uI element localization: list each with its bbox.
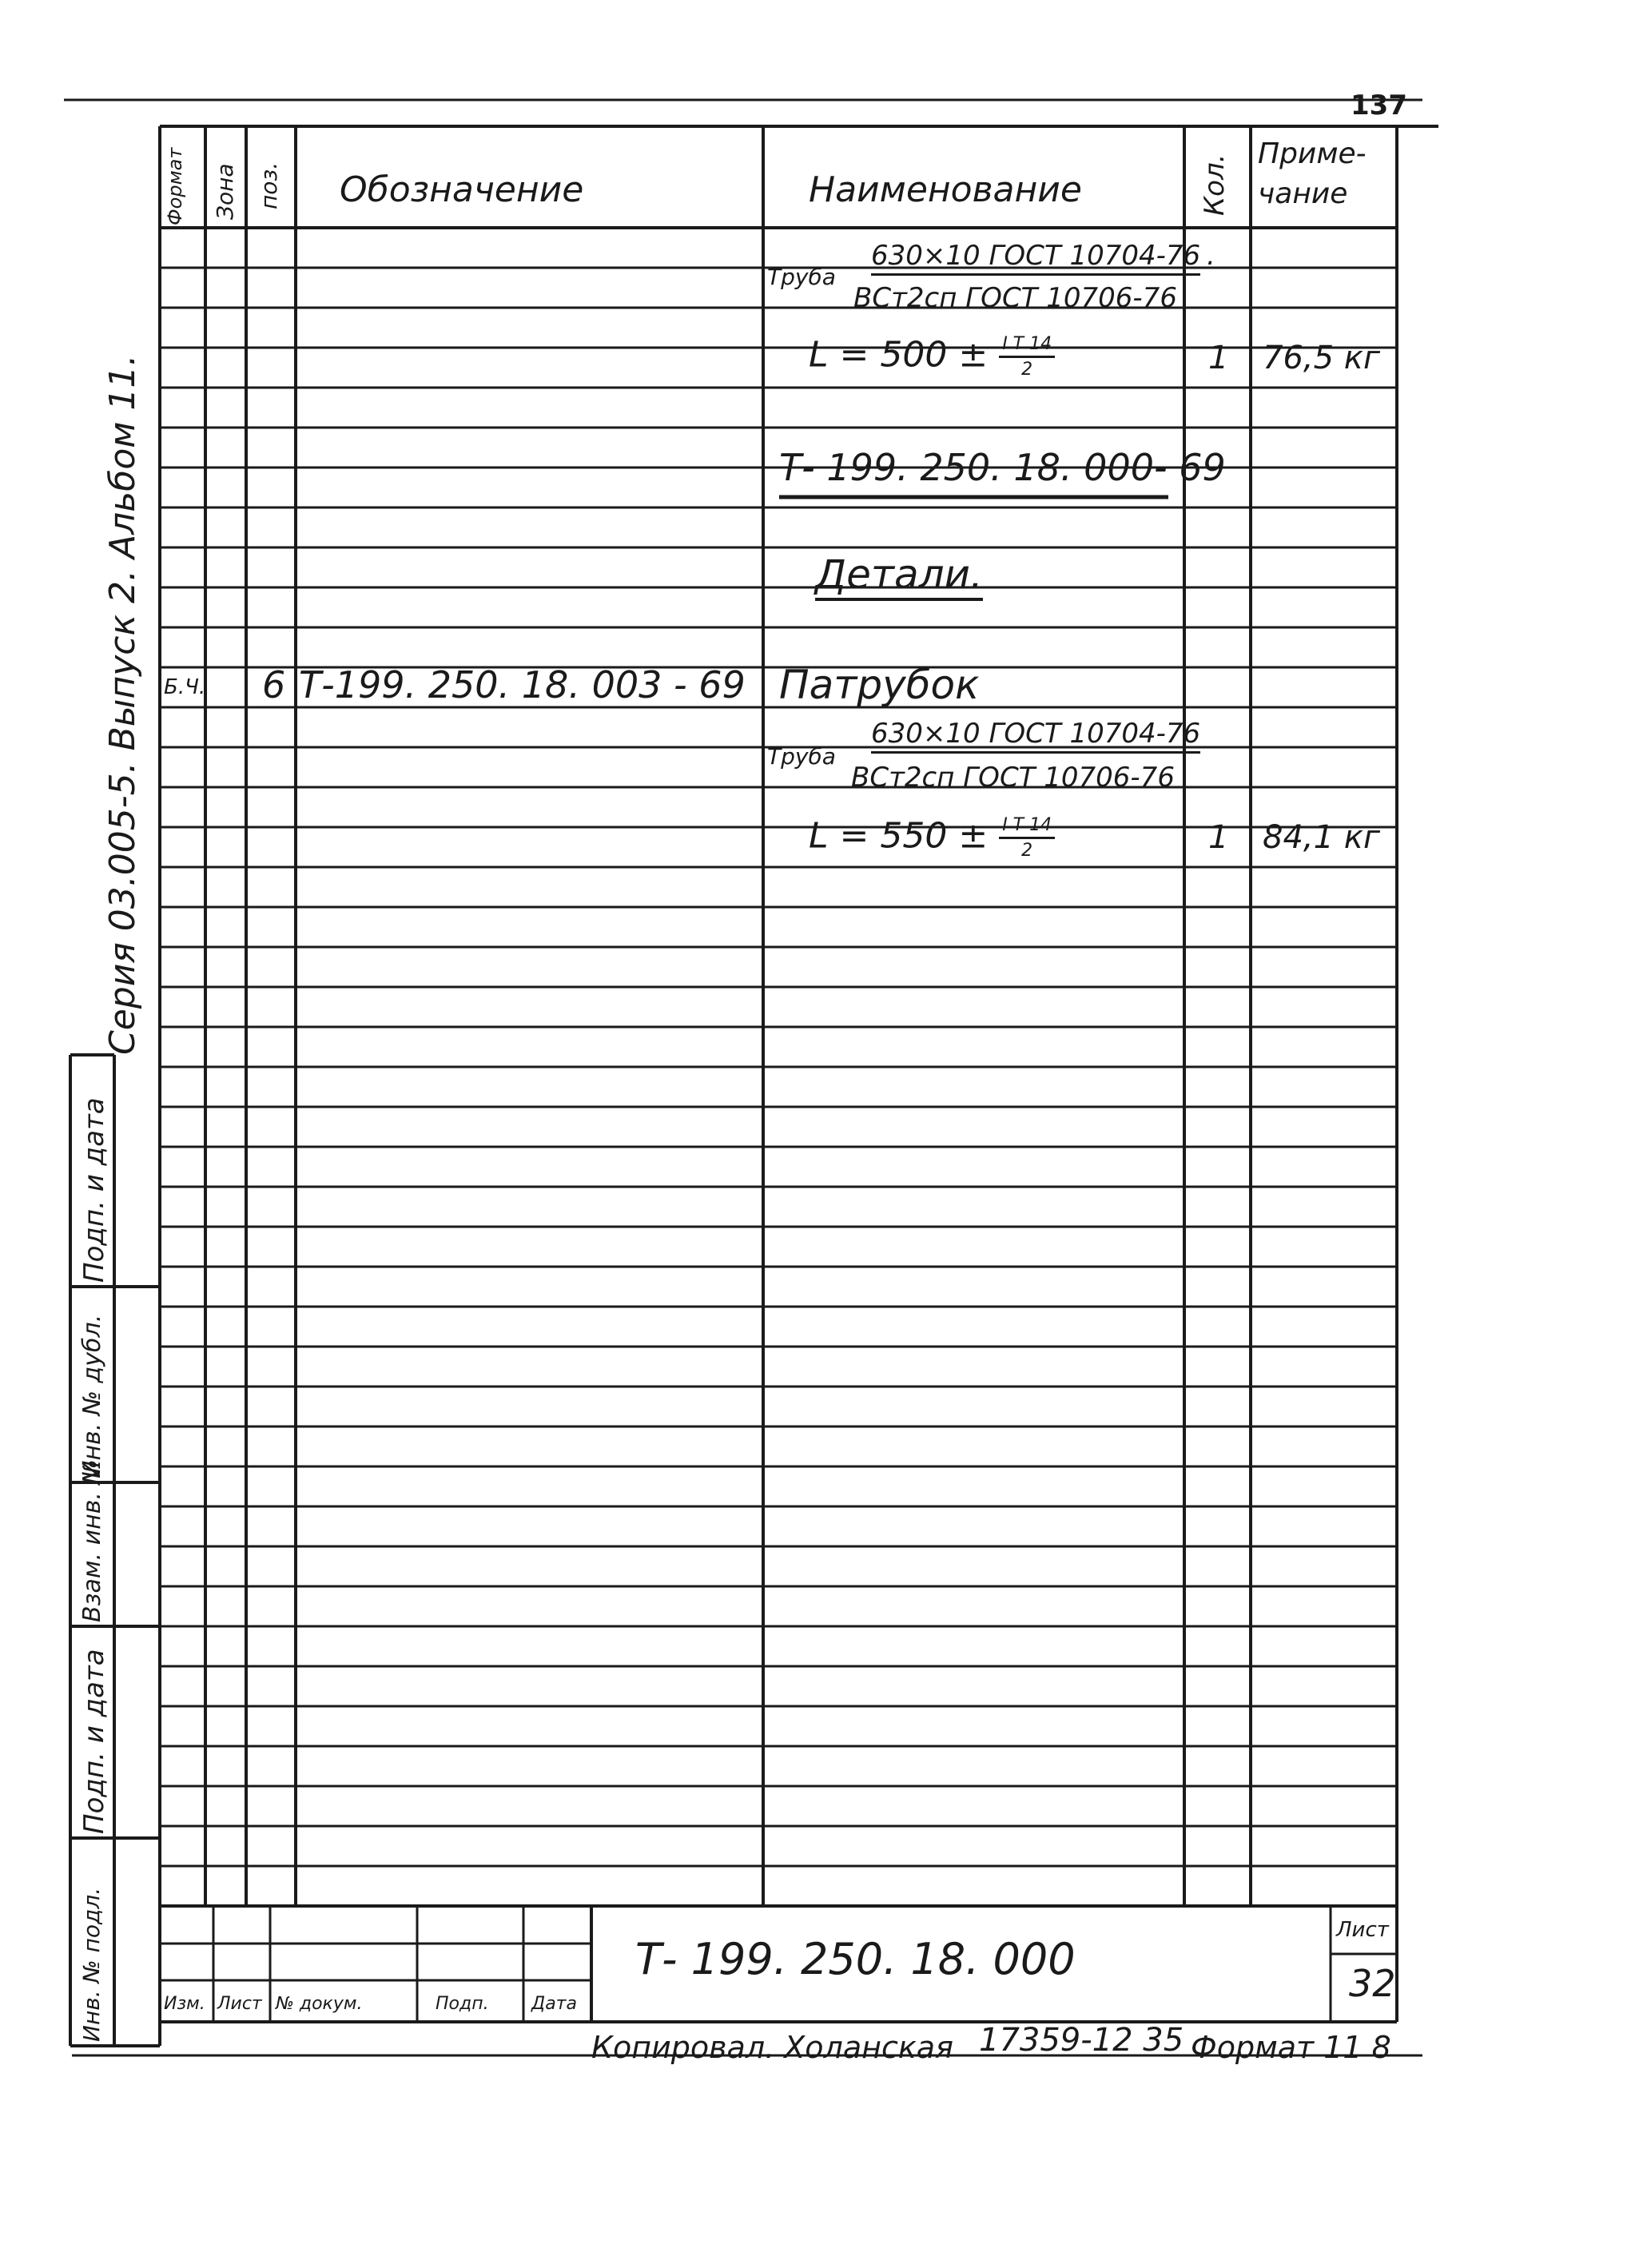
pipe1-note: 76,5 кг [1263, 340, 1380, 376]
footer-order-number: 17359-12 35 [979, 2022, 1184, 2059]
pipe2-note: 84,1 кг [1263, 819, 1380, 856]
pipe1-length-den: 2 [1021, 360, 1033, 380]
detail-name: Патрубок [779, 662, 980, 708]
pipe2-length-den: 2 [1021, 841, 1033, 861]
pipe2-qty: 1 [1208, 819, 1229, 856]
pipe2-length [809, 815, 1055, 861]
pipe1-denominator: ВСт2сп ГОСТ 10706-76 [853, 282, 1177, 314]
row-lines [160, 268, 1397, 1866]
pipe2-length-num: I T 14 [999, 815, 1055, 839]
detail-format: Б.Ч. [164, 675, 206, 699]
stamp-replace-inv: Взам. инв. № [78, 1459, 106, 1622]
stamp-sign-date-1: Подп. и дата [78, 1097, 110, 1283]
tb-sign-label: Подп. [436, 1994, 489, 2014]
footer-format: Формат 11 8 [1191, 2030, 1391, 2065]
pipe1-length-fraction [999, 334, 1055, 380]
tb-izm-label: Изм. [164, 1994, 205, 2014]
assembly-reference: Т- 199. 250. 18. 000- 69 [779, 446, 1226, 489]
stamp-inv-dup: Инв. № дубл. [78, 1314, 106, 1478]
header-qty: Кол. [1199, 153, 1231, 216]
tb-doc-label: № докум. [276, 1994, 363, 2014]
pipe2-length-prefix: L = 550 ± [809, 815, 989, 857]
pipe1-length-num: I T 14 [999, 334, 1055, 358]
footer-copied-by: Копировал. Холанская [591, 2030, 953, 2065]
page-number: 137 [1351, 90, 1407, 121]
pipe1-length-prefix: L = 500 ± [809, 334, 989, 376]
pipe1-label: Труба [767, 264, 836, 290]
section-title: Детали. [815, 551, 983, 601]
detail-pos: 6 [262, 663, 286, 706]
header-name: Наименование [809, 169, 1082, 210]
header-pos: поз. [256, 161, 282, 209]
pipe2-length-fraction [999, 815, 1055, 861]
frame-lines [64, 100, 1438, 2055]
stamp-sign-date-2: Подп. и дата [78, 1649, 110, 1834]
tb-designation: Т- 199. 250. 18. 000 [635, 1934, 1076, 1984]
header-format: Формат [164, 147, 186, 225]
pipe1-numerator: 630×10 ГОСТ 10704-76 [871, 240, 1200, 276]
header-note: Приме- чание [1258, 137, 1367, 210]
pipe1-qty: 1 [1208, 340, 1229, 376]
pipe1-qty-mark: . [1207, 240, 1215, 272]
tb-sheet-label: Лист [1336, 1918, 1389, 1942]
pipe2-denominator: ВСт2сп ГОСТ 10706-76 [851, 762, 1175, 794]
side-series-title: Серия 03.005-5. Выпуск 2. Альбом 11. [102, 354, 143, 1055]
header-zone: Зона [212, 163, 238, 220]
tb-date-label: Дата [531, 1994, 577, 2014]
tb-sheet-number: 32 [1349, 1962, 1396, 2005]
tb-list-label: Лист [217, 1994, 262, 2014]
pipe2-label: Труба [767, 743, 836, 770]
header-designation: Обозначение [340, 169, 584, 210]
detail-designation: Т-199. 250. 18. 003 - 69 [299, 663, 746, 706]
pipe2-numerator: 630×10 ГОСТ 10704-76 [871, 718, 1200, 754]
stamp-inv-orig: Инв. № подл. [78, 1887, 105, 2042]
pipe1-length [809, 334, 1055, 380]
